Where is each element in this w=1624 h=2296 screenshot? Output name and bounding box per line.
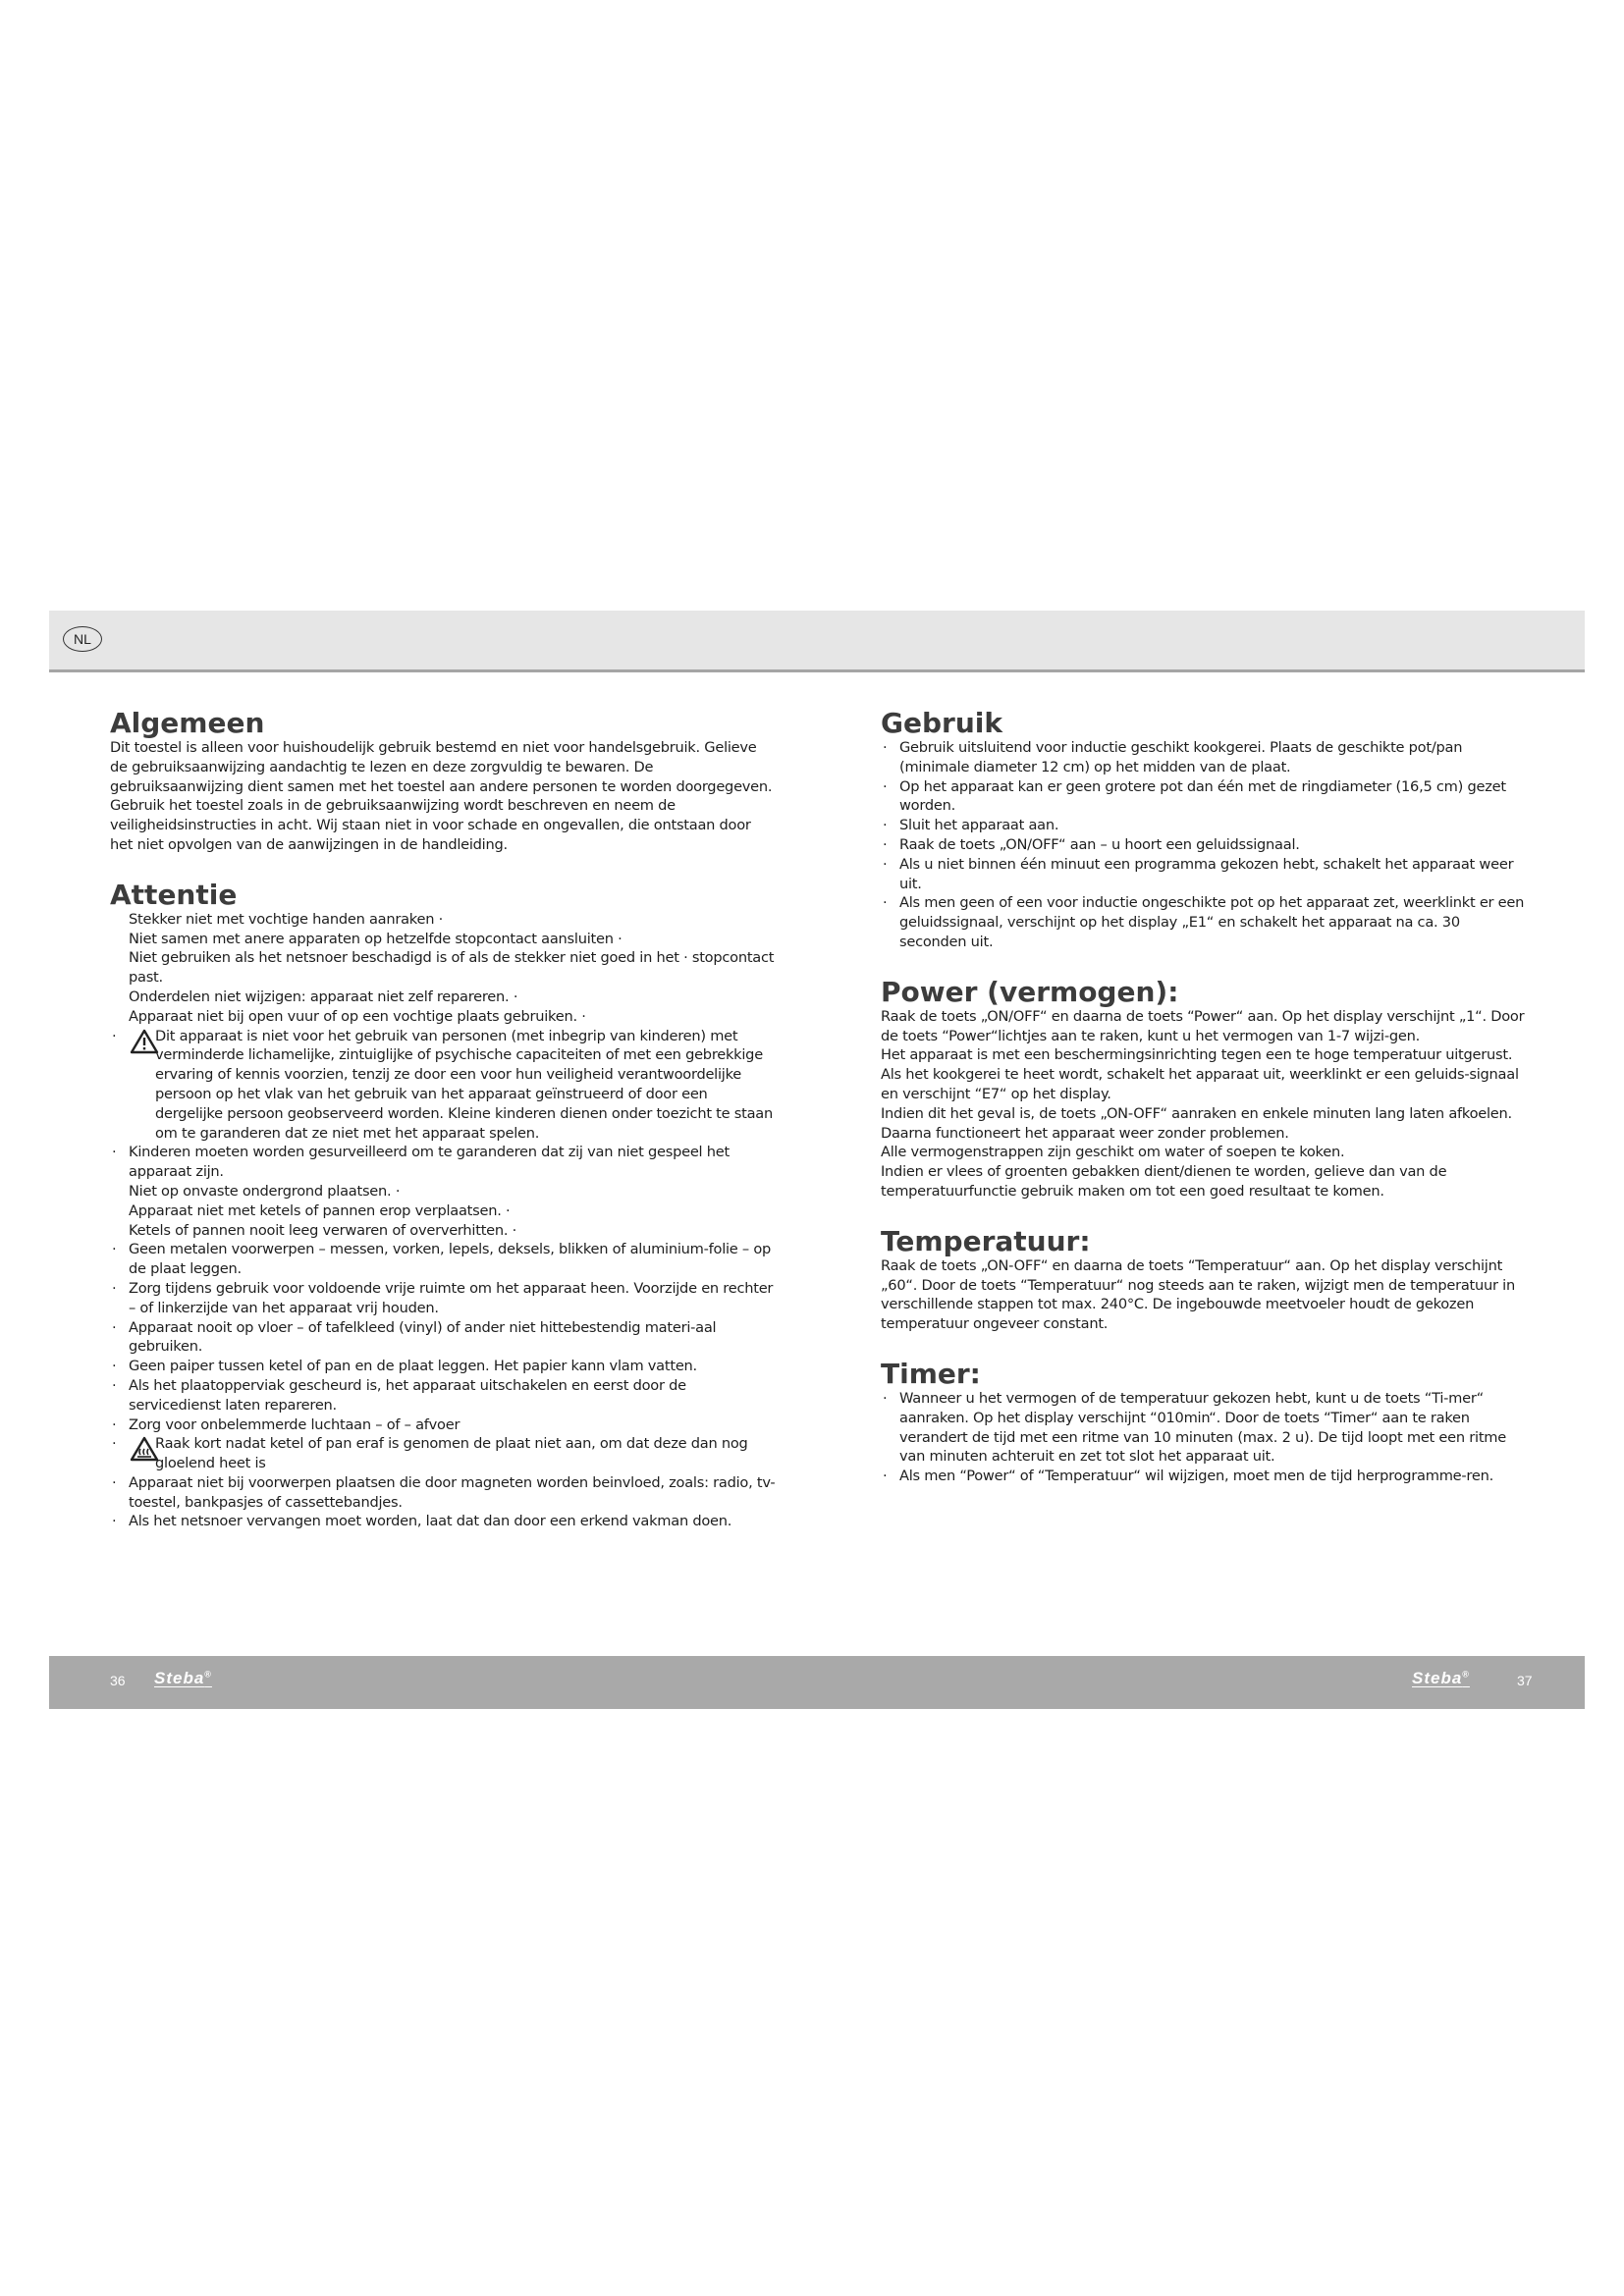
list-item: · Wanneer u het vermogen of de temperatuur gekozen hebt, kunt u de toets “Ti-mer“ aanraken. Op het display verschijnt “010min“. Door de toets “Timer“ aan te raken verandert de tijd met een ritme van 10 minuten (max. 2 u). De tijd loopt met een ritme van minuten achteruit en zet tot slot het apparaat uit.	[881, 1389, 1529, 1467]
warning-text-children: Dit apparaat is niet voor het gebruik van personen (met inbegrip van kinderen) met verminderde lichamelijke, zintuiglijke of psychische capaciteiten of met een gebrekkige ervaring of kennis voorzien, tenzij ze door een voor hun veiligheid verantwoordelijke persoon op het vlak van het gebruik van het apparaat geïnstrueerd of door een dergelijke persoon geobserveerd worden. Kleine kinderen dienen onder toezicht te staan om te garanderen dat ze niet met het apparaat spelen.	[155, 1027, 773, 1142]
attentie-list-3	[110, 1473, 778, 1531]
list-item: Niet samen met anere apparaten op hetzelfde stopcontact aansluiten ·	[129, 930, 623, 947]
timer-list	[881, 1389, 1529, 1486]
section-title-power: Power (vermogen):	[881, 975, 1179, 1008]
list-item: · Zorg voor onbelemmerde luchtaan – of – afvoer	[110, 1415, 778, 1435]
page-number-left: 36	[110, 1673, 126, 1688]
attentie-list-2	[110, 1143, 778, 1434]
right-column	[881, 709, 1529, 1486]
warning-text-hot-surface: Raak kort nadat ketel of pan eraf is genomen de plaat niet aan, om dat deze dan nog gloelend heet is	[155, 1435, 748, 1472]
list-item: Niet op onvaste ondergrond plaatsen. ·	[129, 1182, 401, 1200]
temperatuur-text: Raak de toets „ON-OFF“ en daarna de toets “Temperatuur“ aan. Op het display verschijnt „60“. Door de toets “Temperatuur“ nog steeds aan te raken, wijzigt men de temperatuur in verschillende stappen tot max. 240°C. De ingebouwde meetvoeler houdt de gekozen temperatuur ongeveer constant.	[881, 1256, 1515, 1333]
list-item: · Als het netsnoer vervangen moet worden, laat dat dan door een erkend vakman doen.	[110, 1512, 778, 1531]
attentie-list	[110, 910, 778, 1027]
section-title-gebruik: Gebruik	[881, 707, 1002, 739]
list-item: · Als men “Power“ of “Temperatuur“ wil wijzigen, moet men de tijd herprogramme-ren.	[881, 1467, 1529, 1486]
section-title-temperatuur: Temperatuur:	[881, 1224, 1091, 1257]
list-item: · Sluit het apparaat aan.	[881, 816, 1529, 835]
list-item: · Als men geen of een voor inductie ongeschikte pot op het apparaat zet, weerklinkt er een geluidssignaal, verschijnt op het display „E1“ en schakelt het apparaat na ca. 30 seconden uit.	[881, 893, 1529, 951]
footer-bar	[49, 1656, 1585, 1709]
list-item: · Gebruik uitsluitend voor inductie geschikt kookgerei. Plaats de geschikte pot/pan (minimale diameter 12 cm) op het midden van de plaat.	[881, 738, 1529, 777]
list-item: Stekker niet met vochtige handen aanraken ·	[129, 910, 443, 928]
power-text: Indien er vlees of groenten gebakken dient/dienen te worden, gelieve dan van de temperatuurfunctie gebruik maken om tot een goed resultaat te komen.	[881, 1163, 1447, 1200]
section-title-timer: Timer:	[881, 1357, 981, 1390]
language-badge: NL	[63, 626, 102, 652]
power-text: Als het kookgerei te heet wordt, schakelt het apparaat uit, weerklinkt er een geluids-signaal en verschijnt “E7“ op het display.	[881, 1066, 1519, 1102]
list-item: Apparaat niet bij open vuur of op een vochtige plaats gebruiken. ·	[129, 1007, 586, 1025]
section-title-algemeen: Algemeen	[110, 707, 265, 739]
gebruik-list	[881, 738, 1529, 952]
list-item: · Apparaat nooit op vloer – of tafelkleed (vinyl) of ander niet hittebestendig materi-aal gebruiken.	[110, 1318, 778, 1358]
power-text: Raak de toets „ON/OFF“ en daarna de toets “Power“ aan. Op het display verschijnt „1“. Door de toets “Power“lichtjes aan te raken, kunt u het vermogen van 1-7 wijzi-gen.	[881, 1007, 1525, 1044]
warning-triangle-icon	[130, 1029, 159, 1054]
list-item: Niet gebruiken als het netsnoer beschadigd is of als de stekker niet goed in het · stopcontact past.	[129, 949, 775, 987]
list-item: · Geen metalen voorwerpen – messen, vorken, lepels, deksels, blikken of aluminium-folie – op de plaat leggen.	[110, 1240, 778, 1279]
warning-block-hot-surface: · Raak kort nadat ketel of pan eraf is genomen de plaat niet aan, om dat deze dan nog gloelend heet is	[110, 1434, 778, 1473]
list-item: · Raak de toets „ON/OFF“ aan – u hoort een geluidssignaal.	[881, 835, 1529, 855]
list-item: · Op het apparaat kan er geen grotere pot dan één met de ringdiameter (16,5 cm) gezet worden.	[881, 777, 1529, 817]
section-title-attentie: Attentie	[110, 878, 238, 911]
warning-block-children: · Dit apparaat is niet voor het gebruik van personen (met inbegrip van kinderen) met verminderde lichamelijke, zintuiglijke of psychische capaciteiten of met een gebrekkige ervaring of kennis voorzien, tenzij ze door een voor hun veiligheid verantwoordelijke persoon op het vlak van het gebruik van het apparaat geïnstrueerd of door een dergelijke persoon geobserveerd worden. Kleine kinderen dienen onder toezicht te staan om te garanderen dat ze niet met het apparaat spelen.	[110, 1027, 778, 1144]
list-item: Ketels of pannen nooit leeg verwaren of oververhitten. ·	[129, 1221, 517, 1239]
power-text: Het apparaat is met een beschermingsinrichting tegen een te hoge temperatuur uitgerust.	[881, 1046, 1513, 1064]
left-column	[110, 709, 778, 1531]
list-item: · Kinderen moeten worden gesurveilleerd om te garanderen dat zij van niet gespeel het apparaat zijn.	[110, 1143, 778, 1182]
page-number-right: 37	[1517, 1673, 1533, 1688]
list-item: Onderdelen niet wijzigen: apparaat niet zelf repareren. ·	[129, 988, 518, 1005]
power-text: Indien dit het geval is, de toets „ON-OFF“ aanraken en enkele minuten lang laten afkoelen. Daarna functioneert het apparaat weer zonder problemen.	[881, 1104, 1512, 1142]
list-item: · Als u niet binnen één minuut een programma gekozen hebt, schakelt het apparaat weer uit.	[881, 855, 1529, 894]
list-item: · Geen paiper tussen ketel of pan en de plaat leggen. Het papier kann vlam vatten.	[110, 1357, 778, 1376]
list-item: · Als het plaatopperviak gescheurd is, het apparaat uitschakelen en eerst door de servicedienst laten repareren.	[110, 1376, 778, 1415]
list-item: · Apparaat niet bij voorwerpen plaatsen die door magneten worden beinvloed, zoals: radio, tv-toestel, bankpasjes of cassettebandjes.	[110, 1473, 778, 1513]
hot-surface-warning-icon	[130, 1436, 159, 1462]
list-item: · Zorg tijdens gebruik voor voldoende vrije ruimte om het apparaat heen. Voorzijde en rechter – of linkerzijde van het apparaat vrij houden.	[110, 1279, 778, 1318]
header-bar	[49, 611, 1585, 672]
algemeen-text: Dit toestel is alleen voor huishoudelijk gebruik bestemd en niet voor handelsgebruik. Gelieve de gebruiksaanwijzing aandachtig te lezen en deze zorgvuldig te bewaren. De gebruiksaanwijzing dient samen met het toestel aan andere personen te worden doorgegeven. Gebruik het toestel zoals in de gebruiksaanwijzing wordt beschreven en neem de veiligheidsinstructies in acht. Wij staan niet in voor schade en ongevallen, die ontstaan door het niet opvolgen van de aanwijzingen in de handleiding.	[110, 739, 773, 853]
list-item: Apparaat niet met ketels of pannen erop verplaatsen. ·	[129, 1201, 511, 1219]
brand-logo-left: Steba®	[154, 1669, 212, 1687]
power-text: Alle vermogenstrappen zijn geschikt om water of soepen te koken.	[881, 1144, 1345, 1161]
brand-logo-right: Steba®	[1412, 1669, 1470, 1687]
